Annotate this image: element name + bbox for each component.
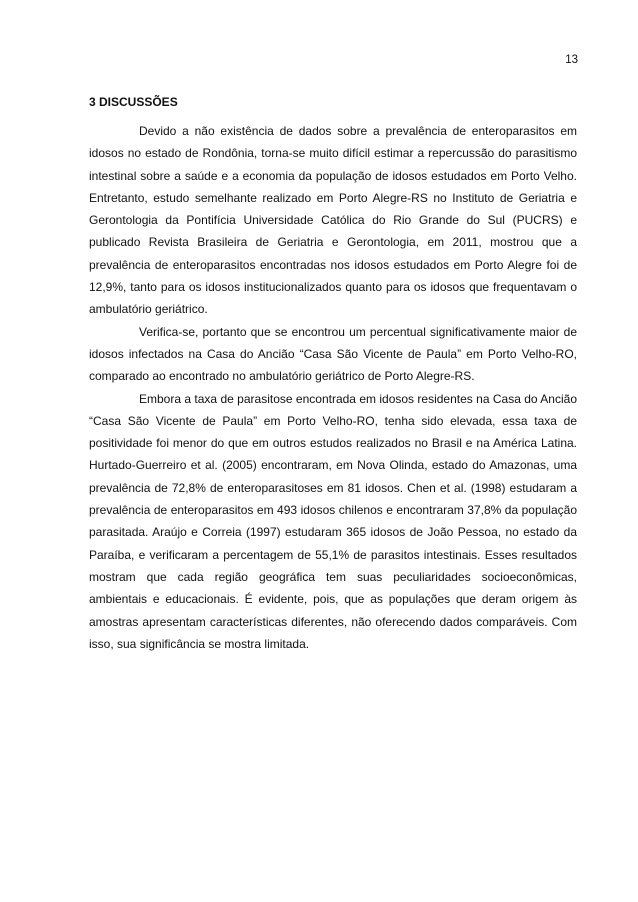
paragraph-3: Embora a taxa de parasitose encontrada em idosos residentes na Casa do Ancião “Casa São Vicente de Paula” em Porto Velho-RO, tenha sido elevada, essa taxa de positividade foi menor do que em outros estudos realizados no Brasil e na América Latina. Hurtado-Guerreiro et al. (2005) encontraram, em Nova Olinda, estado do Amazonas, uma prevalência de 72,8% de enteroparasitoses em 81 idosos. Chen et al. (1998) estudaram a prevalência de enteroparasitos em 493 idosos chilenos e encontraram 37,8% da população parasitada. Araújo e Correia (1997) estudaram 365 idosos de João Pessoa, no estado da Paraíba, e verificaram a percentagem de 55,1% de parasitos intestinais. Esses resultados mostram que cada região geográfica tem suas peculiaridades socioeconômicas, ambientais e educacionais. É evidente, pois, que as populações que deram origem às amostras apresentam características diferentes, não oferecendo dados comparáveis. Com isso, sua significância se mostra limitada. — [89, 391, 577, 651]
page-number: 13 — [565, 54, 578, 66]
paragraph-1: Devido a não existência de dados sobre a prevalência de enteroparasitos em idosos no estado de Rondônia, torna-se muito difícil estimar a repercussão do parasitismo intestinal sobre a saúde e a economia da população de idosos estudados em Porto Velho. Entretanto, estudo semelhante realizado em Porto Alegre-RS no Instituto de Geriatria e Gerontologia da Pontifícia Universidade Católica do Rio Grande do Sul (PUCRS) e publicado Revista Brasileira de Geriatria e Gerontologia, em 2011, mostrou que a prevalência de enteroparasitos encontradas nos idosos estudados em Porto Alegre foi de 12,9%, tanto para os idosos institucionalizados quanto para os idosos que frequentavam o ambulatório geriátrico. — [89, 124, 577, 317]
document-body — [89, 120, 577, 655]
paragraph-2: Verifica-se, portanto que se encontrou um percentual significativamente maior de idosos infectados na Casa do Ancião “Casa São Vicente de Paula” em Porto Velho-RO, comparado ao encontrado no ambulatório geriátrico de Porto Alegre-RS. — [89, 324, 577, 384]
section-heading: 3 DISCUSSÕES — [89, 95, 178, 109]
